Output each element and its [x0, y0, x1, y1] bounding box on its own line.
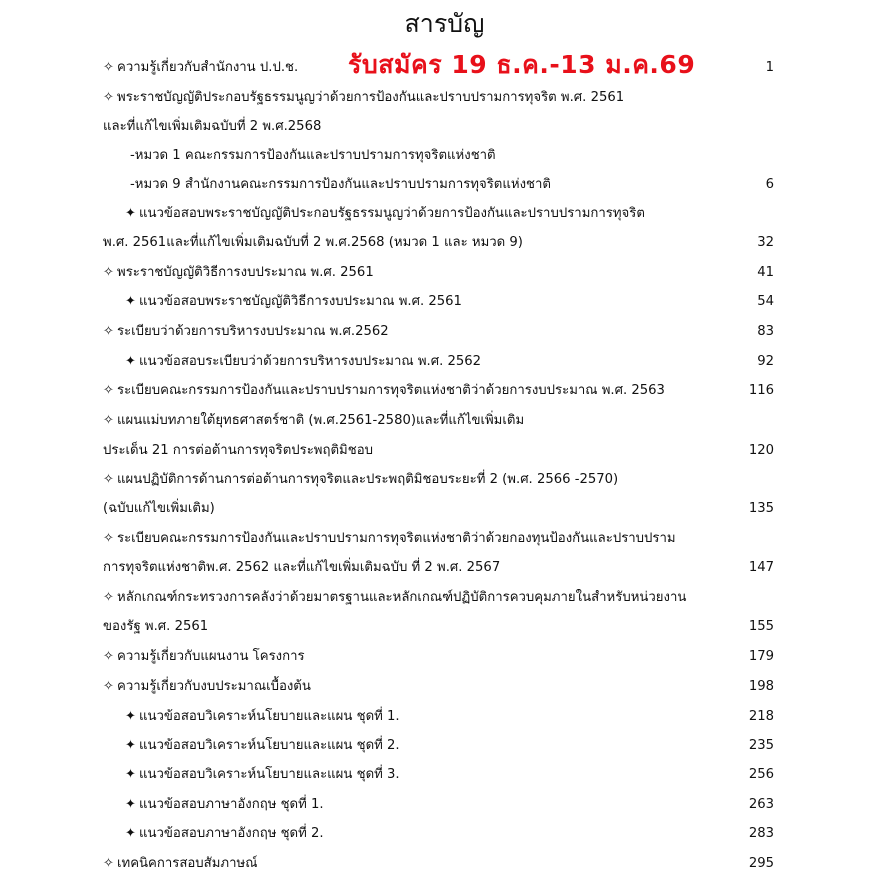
toc-entry-text — [103, 587, 686, 609]
toc-entry-text — [103, 440, 373, 462]
four-point-star-outline-icon: ✧ — [103, 60, 114, 75]
four-point-star-outline-icon: ✧ — [103, 679, 114, 694]
toc-page-number: 256 — [748, 767, 774, 782]
four-point-star-outline-icon: ✧ — [103, 531, 114, 546]
toc-entry-title: แผนปฏิบัติการด้านการต่อต้านการทุจริตและประพฤติมิชอบระยะที่ 2 (พ.ศ. 2566 -2570) — [117, 472, 619, 487]
toc-entry-text — [125, 706, 400, 728]
four-point-star-solid-icon: ✦ — [125, 294, 136, 309]
toc-entry-title: (ฉบับแก้ไขเพิ่มเติม) — [103, 501, 215, 516]
toc-entry-text — [125, 203, 645, 225]
toc-entry — [0, 587, 889, 609]
four-point-star-outline-icon: ✧ — [103, 90, 114, 105]
toc-entry-text — [103, 380, 665, 402]
toc-page-number: 235 — [748, 738, 774, 753]
toc-entry-title: พระราชบัญญัติวิธีการงบประมาณ พ.ศ. 2561 — [117, 265, 374, 280]
toc-entry-title: -หมวด 1 คณะกรรมการป้องกันและปราบปรามการทุจริตแห่งชาติ — [130, 148, 496, 163]
toc-entry-text — [103, 469, 618, 491]
toc-page-number: 218 — [748, 709, 774, 724]
toc-page-number: 116 — [748, 383, 774, 398]
toc-entry-title: แนวข้อสอบภาษาอังกฤษ ชุดที่ 1. — [139, 797, 324, 812]
toc-entry-title: เทคนิคการสอบสัมภาษณ์ — [117, 856, 258, 871]
toc-entry — [0, 174, 889, 196]
toc-entry — [0, 676, 889, 698]
toc-entry-text — [125, 351, 481, 373]
toc-entry-text — [103, 646, 305, 668]
toc-page-number: 135 — [748, 501, 774, 516]
toc-entry-text — [103, 116, 321, 138]
application-banner: รับสมัคร 19 ธ.ค.-13 ม.ค.69 — [348, 50, 696, 79]
toc-entry-text — [103, 262, 374, 284]
toc-entry-title: ระเบียบคณะกรรมการป้องกันและปราบปรามการทุจริตแห่งชาติว่าด้วยการงบประมาณ พ.ศ. 2563 — [117, 383, 665, 398]
toc-entry-text — [103, 616, 208, 638]
toc-entry-title: พ.ศ. 2561และที่แก้ไขเพิ่มเติมฉบับที่ 2 พ.ศ.2568 (หมวด 1 และ หมวด 9) — [103, 235, 523, 250]
toc-page-number: 147 — [748, 560, 774, 575]
toc-entry-title: พระราชบัญญัติประกอบรัฐธรรมนูญว่าด้วยการป้องกันและปราบปรามการทุจริต พ.ศ. 2561 — [117, 90, 625, 105]
toc-page-number: 155 — [748, 619, 774, 634]
four-point-star-outline-icon: ✧ — [103, 856, 114, 871]
four-point-star-solid-icon: ✦ — [125, 709, 136, 724]
toc-entry — [0, 794, 889, 816]
toc-entry — [0, 853, 889, 875]
toc-entry-text — [103, 87, 624, 109]
four-point-star-outline-icon: ✧ — [103, 383, 114, 398]
toc-entry-title: ความรู้เกี่ยวกับแผนงาน โครงการ — [117, 649, 305, 664]
toc-entry-text — [103, 410, 524, 432]
four-point-star-outline-icon: ✧ — [103, 649, 114, 664]
toc-page-number: 283 — [748, 826, 774, 841]
toc-entry — [0, 321, 889, 343]
toc-entry — [0, 735, 889, 757]
toc-entry-text — [125, 735, 400, 757]
toc-entry-text — [130, 174, 551, 196]
toc-entry-title: -หมวด 9 สำนักงานคณะกรรมการป้องกันและปราบปรามการทุจริตแห่งชาติ — [130, 177, 551, 192]
toc-entry-text — [125, 823, 324, 845]
toc-page-number: 41 — [757, 265, 774, 280]
four-point-star-outline-icon: ✧ — [103, 590, 114, 605]
toc-entry-title: การทุจริตแห่งชาติพ.ศ. 2562 และที่แก้ไขเพิ่มเติมฉบับ ที่ 2 พ.ศ. 2567 — [103, 560, 501, 575]
toc-entry-title: แนวข้อสอบวิเคราะห์นโยบายและแผน ชุดที่ 1. — [139, 709, 400, 724]
four-point-star-solid-icon: ✦ — [125, 797, 136, 812]
toc-entry-title: ระเบียบว่าด้วยการบริหารงบประมาณ พ.ศ.2562 — [117, 324, 389, 339]
toc-entry — [0, 528, 889, 550]
four-point-star-outline-icon: ✧ — [103, 472, 114, 487]
toc-entry-text — [103, 57, 298, 79]
toc-entry-title: แผนแม่บทภายใต้ยุทธศาสตร์ชาติ (พ.ศ.2561-2580)และที่แก้ไขเพิ่มเติม — [117, 413, 525, 428]
toc-page-number: 6 — [765, 177, 774, 192]
toc-entry-title: แนวข้อสอบวิเคราะห์นโยบายและแผน ชุดที่ 2. — [139, 738, 400, 753]
toc-entry-title: ความรู้เกี่ยวกับสำนักงาน ป.ป.ช. — [117, 60, 299, 75]
four-point-star-outline-icon: ✧ — [103, 324, 114, 339]
toc-entry — [0, 116, 889, 138]
toc-entry — [0, 469, 889, 491]
toc-page-number: 92 — [757, 354, 774, 369]
toc-entry-text — [103, 498, 215, 520]
toc-entry — [0, 616, 889, 638]
toc-entry-title: ของรัฐ พ.ศ. 2561 — [103, 619, 209, 634]
toc-entry — [0, 203, 889, 225]
toc-entry — [0, 498, 889, 520]
toc-entry-text — [103, 232, 523, 254]
toc-entry — [0, 557, 889, 579]
toc-entry — [0, 646, 889, 668]
toc-entry-text — [125, 764, 400, 786]
four-point-star-outline-icon: ✧ — [103, 413, 114, 428]
toc-page-number: 1 — [765, 60, 774, 75]
toc-entry-text — [130, 145, 496, 167]
toc-entry-title: ระเบียบคณะกรรมการป้องกันและปราบปรามการทุจริตแห่งชาติว่าด้วยกองทุนป้องกันและปราบปราม — [117, 531, 676, 546]
toc-entry-title: หลักเกณฑ์กระทรวงการคลังว่าด้วยมาตรฐานและหลักเกณฑ์ปฏิบัติการควบคุมภายในสำหรับหน่วยงาน — [117, 590, 687, 605]
toc-entry — [0, 823, 889, 845]
toc-entry-title: ประเด็น 21 การต่อต้านการทุจริตประพฤติมิชอบ — [103, 443, 373, 458]
toc-page-number: 83 — [757, 324, 774, 339]
toc-entry-title: แนวข้อสอบระเบียบว่าด้วยการบริหารงบประมาณ พ.ศ. 2562 — [139, 354, 482, 369]
toc-entry-text — [103, 528, 676, 550]
toc-entry-title: ความรู้เกี่ยวกับงบประมาณเบื้องต้น — [117, 679, 311, 694]
toc-entry-title: แนวข้อสอบพระราชบัญญัติวิธีการงบประมาณ พ.ศ. 2561 — [139, 294, 462, 309]
toc-entry — [0, 706, 889, 728]
toc-entry-title: แนวข้อสอบวิเคราะห์นโยบายและแผน ชุดที่ 3. — [139, 767, 400, 782]
toc-entry-text — [103, 853, 257, 875]
toc-page-number: 198 — [748, 679, 774, 694]
toc-entry-text — [125, 794, 324, 816]
four-point-star-solid-icon: ✦ — [125, 767, 136, 782]
toc-page-number: 263 — [748, 797, 774, 812]
toc-page-number: 120 — [748, 443, 774, 458]
toc-page-number: 32 — [757, 235, 774, 250]
toc-entry-title: แนวข้อสอบพระราชบัญญัติประกอบรัฐธรรมนูญว่าด้วยการป้องกันและปราบปรามการทุจริต — [139, 206, 645, 221]
four-point-star-solid-icon: ✦ — [125, 826, 136, 841]
toc-entry-text — [103, 676, 311, 698]
toc-entry-text — [103, 321, 389, 343]
four-point-star-outline-icon: ✧ — [103, 265, 114, 280]
toc-entry-title: และที่แก้ไขเพิ่มเติมฉบับที่ 2 พ.ศ.2568 — [103, 119, 322, 134]
toc-entry — [0, 291, 889, 313]
four-point-star-solid-icon: ✦ — [125, 354, 136, 369]
toc-page-number: 54 — [757, 294, 774, 309]
page-title: สารบัญ — [404, 9, 485, 38]
toc-entry — [0, 145, 889, 167]
toc-entry — [0, 440, 889, 462]
toc-entry-text — [125, 291, 462, 313]
toc-entry — [0, 351, 889, 373]
toc-entry — [0, 87, 889, 109]
four-point-star-solid-icon: ✦ — [125, 206, 136, 221]
toc-entry-title: แนวข้อสอบภาษาอังกฤษ ชุดที่ 2. — [139, 826, 324, 841]
toc-entry-text — [103, 557, 500, 579]
toc-entry — [0, 262, 889, 284]
toc-entry — [0, 764, 889, 786]
toc-entry — [0, 380, 889, 402]
four-point-star-solid-icon: ✦ — [125, 738, 136, 753]
toc-entry — [0, 232, 889, 254]
toc-entry — [0, 410, 889, 432]
toc-page-number: 295 — [748, 856, 774, 871]
toc-page-number: 179 — [748, 649, 774, 664]
